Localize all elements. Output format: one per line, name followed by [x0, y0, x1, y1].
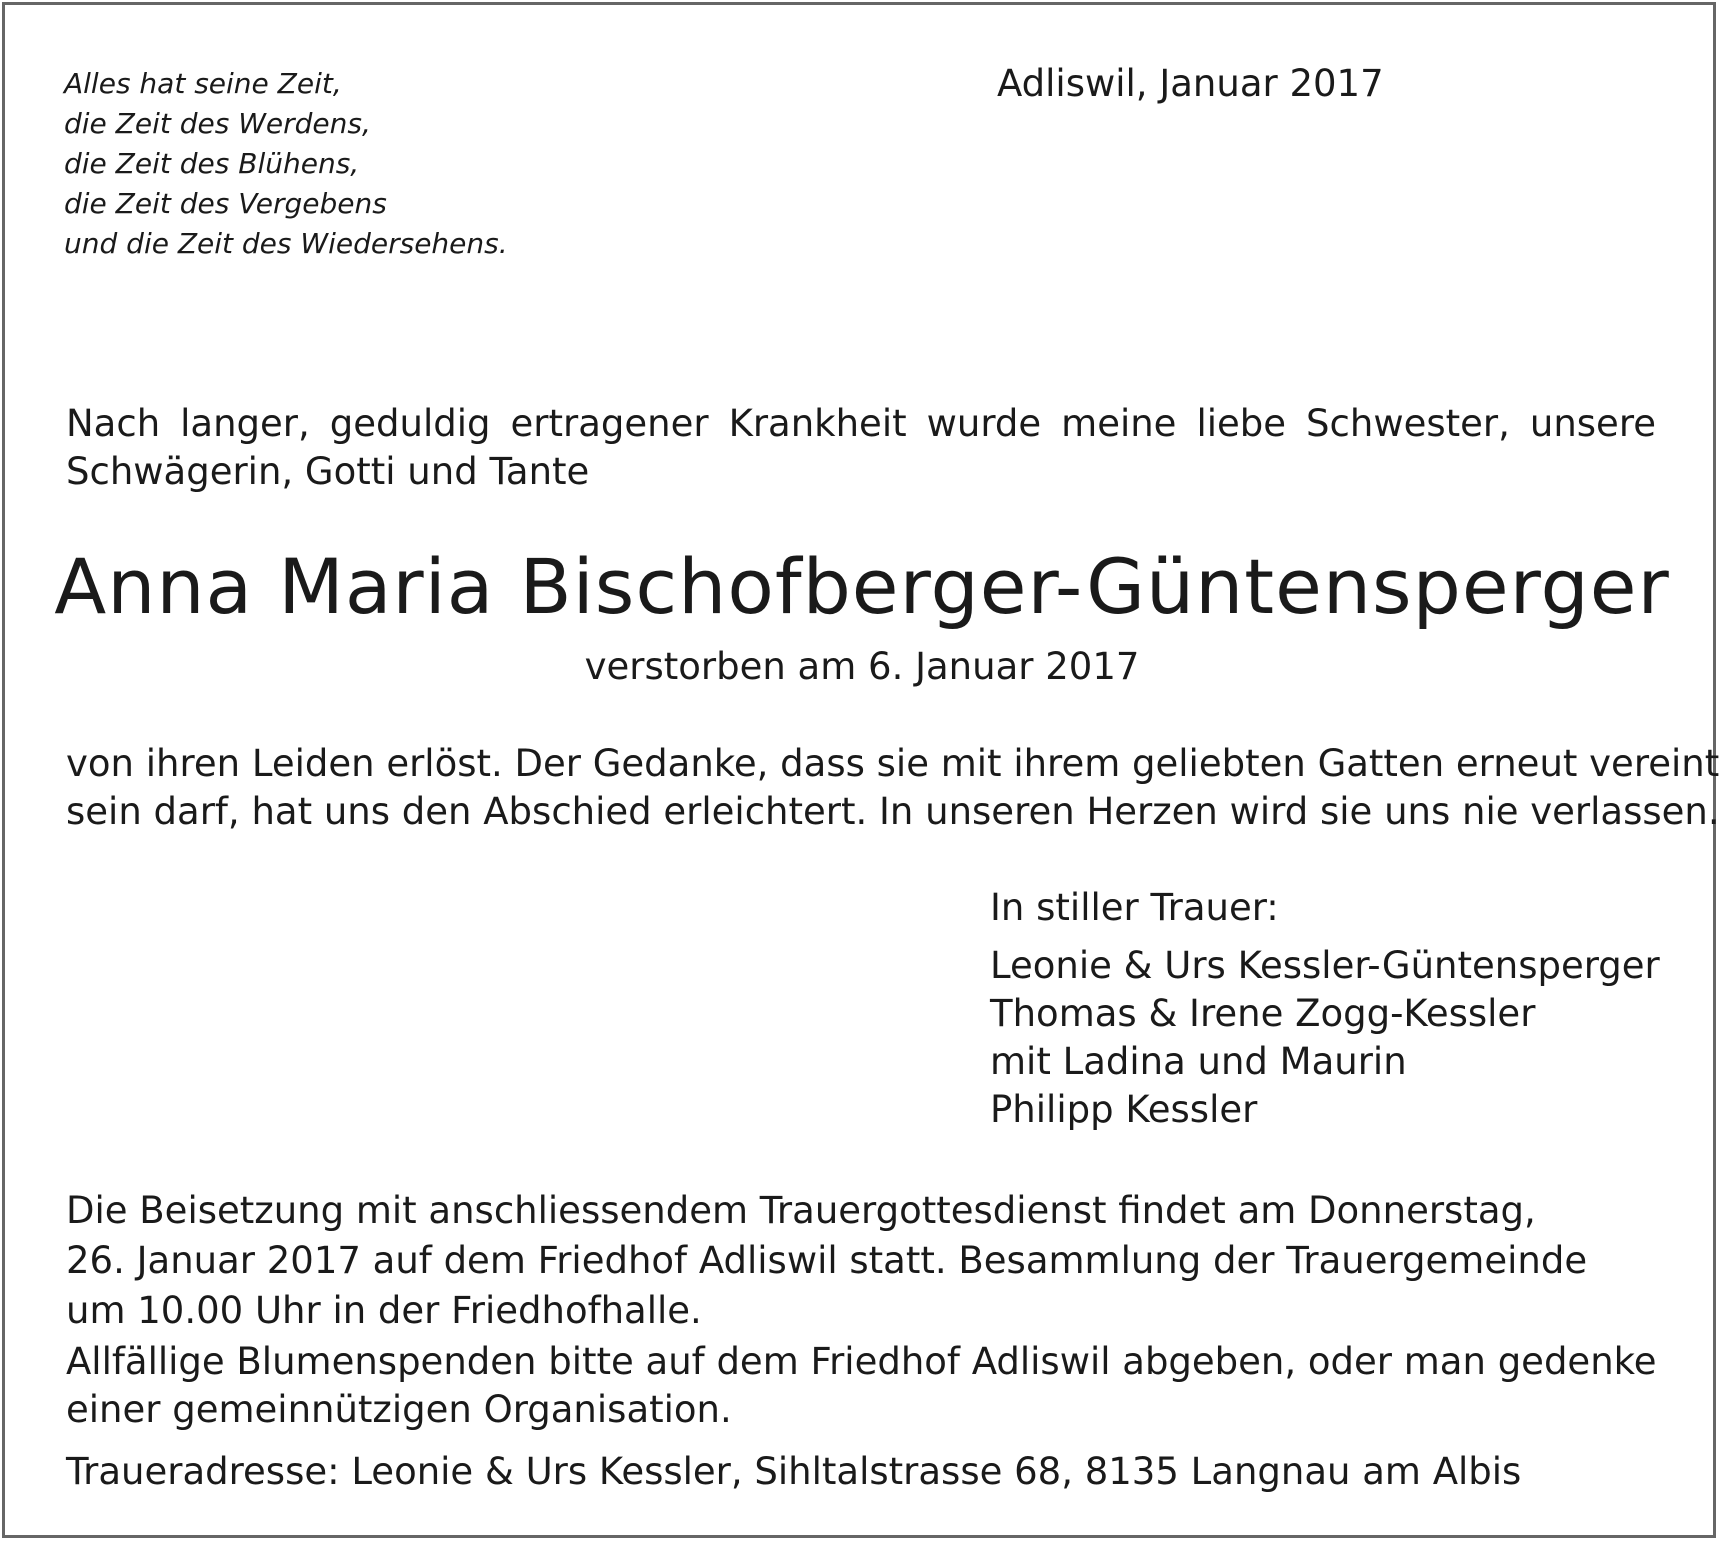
mourners-heading: In stiller Trauer:	[990, 886, 1279, 929]
poem	[64, 64, 508, 264]
flower-donations	[66, 1338, 1656, 1434]
poem-line: die Zeit des Werdens,	[64, 107, 371, 140]
flowers-line: einer gemeinnützigen Organisation.	[66, 1388, 732, 1431]
mourner-name: Thomas & Irene Zogg-Kessler	[990, 992, 1536, 1035]
mourner-name: mit Ladina und Maurin	[990, 1040, 1407, 1083]
intro-line: Nach langer, geduldig ertragener Krankheit wurde meine liebe Schwester, unsere	[66, 402, 1656, 445]
poem-line: und die Zeit des Wiedersehens.	[64, 227, 508, 260]
burial-line: 26. Januar 2017 auf dem Friedhof Adliswil statt. Besammlung der Trauergemeinde	[66, 1239, 1588, 1282]
mourner-name: Philipp Kessler	[990, 1088, 1258, 1131]
deceased-name: Anna Maria Bischofberger-Güntensperger	[54, 542, 1670, 631]
poem-line: die Zeit des Blühens,	[64, 147, 360, 180]
burial-line: um 10.00 Uhr in der Friedhofhalle.	[66, 1289, 702, 1332]
body-line: von ihren Leiden erlöst. Der Gedanke, dass sie mit ihrem geliebten Gatten erneut vereint	[66, 742, 1720, 785]
intro-line: Schwägerin, Gotti und Tante	[66, 450, 590, 493]
flowers-line: Allfällige Blumenspenden bitte auf dem Friedhof Adliswil abgeben, oder man gedenke	[66, 1340, 1657, 1383]
body-text	[66, 740, 1720, 836]
mourners-block	[990, 884, 1660, 1134]
place-date: Adliswil, Januar 2017	[997, 62, 1384, 105]
burial-line: Die Beisetzung mit anschliessendem Trauergottesdienst findet am Donnerstag,	[66, 1189, 1536, 1232]
mourning-address: Traueradresse: Leonie & Urs Kessler, Sihltalstrasse 68, 8135 Langnau am Albis	[66, 1450, 1522, 1493]
poem-line: Alles hat seine Zeit,	[64, 67, 342, 100]
mourner-name: Leonie & Urs Kessler-Güntensperger	[990, 944, 1660, 987]
body-line: sein darf, hat uns den Abschied erleichtert. In unseren Herzen wird sie uns nie verlassen.	[66, 790, 1720, 833]
poem-line: die Zeit des Vergebens	[64, 187, 387, 220]
intro-text	[66, 400, 1656, 496]
burial-info	[66, 1186, 1587, 1336]
death-date: verstorben am 6. Januar 2017	[584, 645, 1140, 688]
